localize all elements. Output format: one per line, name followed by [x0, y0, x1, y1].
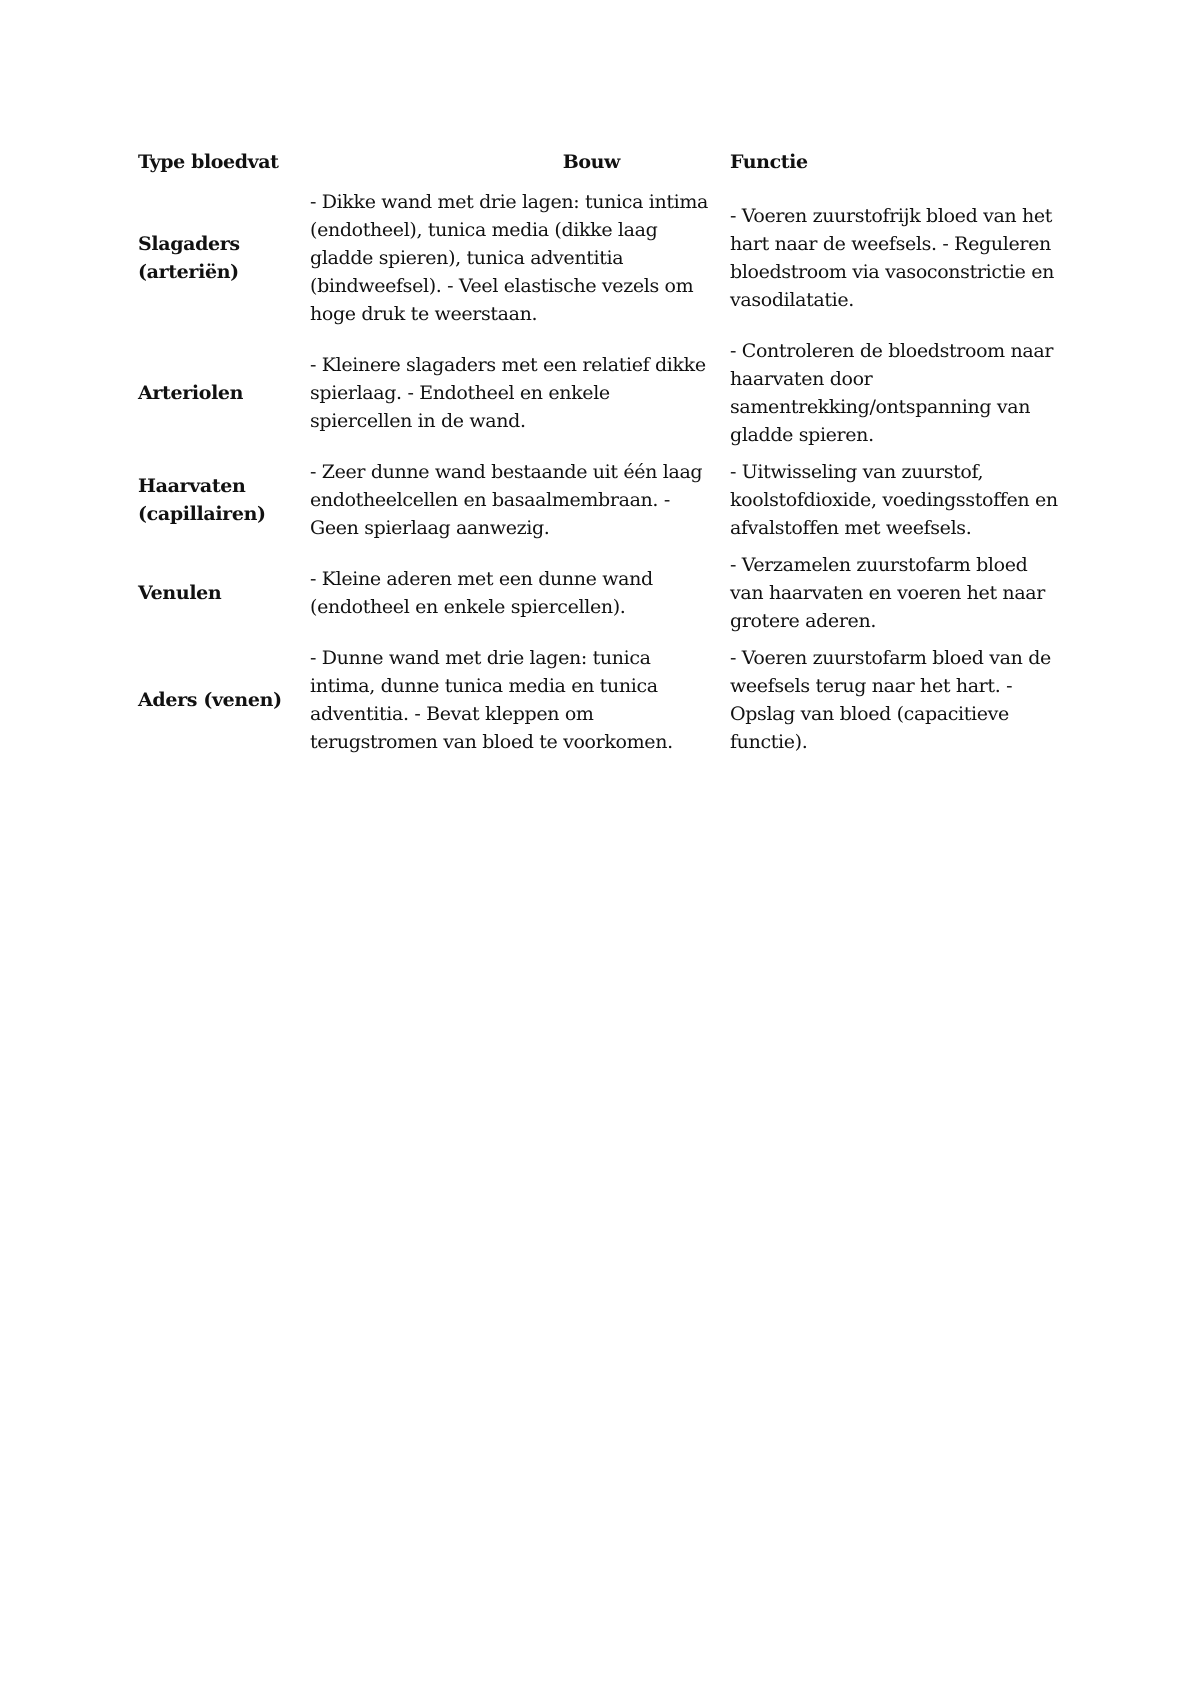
table-header-row: [138, 150, 1058, 185]
row-functie-cell: - Verzamelen zuurstofarm bloed van haarvaten en voeren het naar grotere aderen.: [730, 553, 1046, 632]
header-bouw: Bouw: [562, 151, 620, 173]
row-type-cell: Arteriolen: [138, 381, 244, 404]
table-row: [138, 334, 1058, 455]
row-functie-cell: - Voeren zuurstofrijk bloed van het hart naar de weefsels. - Reguleren bloedstroom via vasoconstrictie en vasodilatatie.: [730, 204, 1054, 311]
row-bouw-cell: - Kleine aderen met een dunne wand (endotheel en enkele spiercellen).: [310, 567, 653, 618]
row-type-cell: Slagaders (arteriën): [138, 232, 240, 283]
row-type-cell: Venulen: [138, 581, 222, 604]
row-functie-cell: - Uitwisseling van zuurstof, koolstofdioxide, voedingsstoffen en afvalstoffen met weefsels.: [730, 460, 1058, 539]
header-type: Type bloedvat: [138, 151, 279, 173]
row-bouw-cell: - Dikke wand met drie lagen: tunica intima (endotheel), tunica media (dikke laag gladde spieren), tunica adventitia (bindweefsel). - Veel elastische vezels om hoge druk te weerstaan.: [310, 190, 709, 325]
table-row: [138, 641, 1058, 762]
header-functie: Functie: [730, 151, 808, 173]
row-functie-cell: - Controleren de bloedstroom naar haarvaten door samentrekking/ontspanning van gladde spieren.: [730, 339, 1054, 446]
row-type-cell: Aders (venen): [138, 688, 282, 711]
table-row: [138, 548, 1058, 641]
row-type-cell: Haarvaten (capillairen): [138, 474, 266, 525]
table-row: [138, 185, 1058, 334]
row-bouw-cell: - Zeer dunne wand bestaande uit één laag endotheelcellen en basaalmembraan. - Geen spierlaag aanwezig.: [310, 460, 703, 539]
blood-vessel-table: [138, 150, 1058, 762]
row-bouw-cell: - Dunne wand met drie lagen: tunica intima, dunne tunica media en tunica adventitia. - Bevat kleppen om terugstromen van bloed te voorkomen.: [310, 646, 673, 753]
row-bouw-cell: - Kleinere slagaders met een relatief dikke spierlaag. - Endotheel en enkele spiercellen in de wand.: [310, 353, 706, 432]
row-functie-cell: - Voeren zuurstofarm bloed van de weefsels terug naar het hart. - Opslag van bloed (capacitieve functie).: [730, 646, 1051, 753]
table-row: [138, 455, 1058, 548]
